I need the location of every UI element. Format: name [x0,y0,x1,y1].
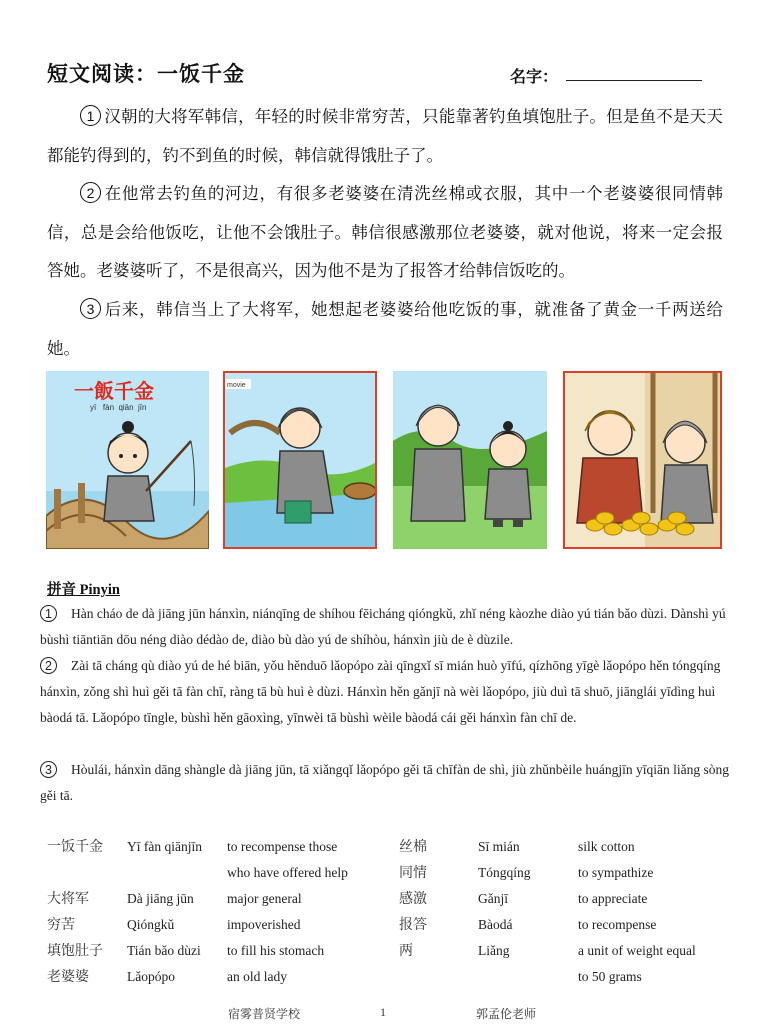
paragraph-number: 2 [40,657,57,674]
vocab-english: to fill his stomach [227,943,325,958]
vocab-pinyin: Dà jiāng jūn [127,891,194,906]
vocab-pinyin: Bàodá [478,917,513,932]
vocab-english: major general [227,891,302,906]
illustration-promise [393,371,547,549]
vocab-chinese: 同情 [399,865,427,881]
illustration-strip [46,371,722,549]
vocab-chinese: 一饭千金 [47,839,103,855]
pinyin-heading: 拼音 Pinyin [47,582,120,598]
vocab-english: to 50 grams [578,969,642,984]
vocab-pinyin: Lǎopópo [127,969,175,984]
vocab-english: who have offered help [227,865,348,880]
footer-school: 宿雾普贤学校 [228,1007,301,1021]
paragraph-text: 汉朝的大将军韩信，年轻的时候非常穷苦，只能靠著钓鱼填饱肚子。但是鱼不是天天都能钓得到的，钓不到鱼的时候，韩信就得饿肚子了。 [47,107,723,165]
vocab-chinese: 大将军 [47,891,89,907]
paragraph-number: 1 [40,605,57,622]
pinyin-text: Hòulái, hánxìn dāng shàngle dà jiāng jūn, tā xiǎngqǐ lǎopópo gěi tā chīfàn de shì, jiù zhǔnbèile huángjīn yīqiān liǎng sòng gěi tā. [40,762,729,803]
vocab-pinyin: Gǎnjī [478,891,508,906]
story-paragraph-3 [47,291,723,368]
vocab-pinyin: Yī fàn qiānjīn [127,839,202,854]
story-paragraph-1 [47,98,723,175]
pinyin-paragraph-3 [40,757,730,809]
vocab-english: to recompense those [227,839,338,854]
worksheet-title: 短文阅读：一饭千金 [47,62,245,86]
vocab-chinese: 填饱肚子 [47,943,103,959]
pinyin-text: Hàn cháo de dà jiāng jūn hánxìn, niánqīng de shíhou fēicháng qióngkǔ, zhǐ néng kàozhe diào yú tián bǎo dùzi. Dànshì yú bùshì tiāntiān dōu néng diào dédào de, diào bù dào yú de shíhòu, hánxìn jiù de è dùzile. [40,606,726,647]
vocab-english: impoverished [227,917,301,932]
illustration-washing [223,371,377,549]
footer-teacher: 郭孟伦老师 [476,1007,537,1021]
pinyin-paragraph-1 [40,601,730,653]
vocab-english: to appreciate [578,891,648,906]
vocab-english: silk cotton [578,839,635,854]
illustration-pinyin: yī fàn qiān jīn [90,403,147,412]
pinyin-text: Zài tā cháng qù diào yú de hé biān, yǒu hěnduō lǎopópo zài qīngxǐ sī mián huò yīfú, qízhōng yīgè lǎopópo hěn tóngqíng hánxìn, zǒng shì huì gěi tā fàn chī, ràng tā bù huì è dùzi. Hánxìn hěn gǎnjī nà wèi lǎopópo, jiù duì tā shuō, jiānglái yīdìng huì bàodá tā. Lǎopópo tīngle, bùshì hěn gāoxìng, yīnwèi tā bùshì wèile bàodá cái gěi hánxìn fàn chī de. [40,658,721,725]
paragraph-text: 在他常去钓鱼的河边，有很多老婆婆在清洗丝棉或衣服，其中一个老婆婆很同情韩信，总是会给他饭吃，让他不会饿肚子。韩信很感激那位老婆婆，就对他说，将来一定会报答她。老婆婆听了，不是很高兴，因为他不是为了报答才给韩信饭吃的。 [47,184,723,280]
vocab-chinese: 报答 [399,917,427,933]
vocab-pinyin: Qióngkǔ [127,917,175,932]
name-label: 名字： [510,67,559,86]
vocab-english: to sympathize [578,865,654,880]
paragraph-number: 2 [80,182,101,203]
story-paragraph-2 [47,175,723,291]
vocab-chinese: 丝棉 [399,839,427,855]
vocab-english: a unit of weight equal [578,943,696,958]
name-blank-line[interactable] [566,80,702,81]
vocab-english: to recompense [578,917,657,932]
illustration-title: 一飯千金 [74,379,154,403]
paragraph-number: 1 [80,105,101,126]
vocab-chinese: 老婆婆 [47,969,89,985]
illustration-gold [563,371,722,549]
vocab-pinyin: Liǎng [478,943,510,958]
pinyin-paragraph-2 [40,653,730,731]
vocab-chinese: 感激 [399,891,427,907]
vocab-english: an old lady [227,969,287,984]
vocab-chinese: 两 [399,943,413,959]
vocab-pinyin: Tián bǎo dùzi [127,943,201,958]
paragraph-text: 后来，韩信当上了大将军，她想起老婆婆给他吃饭的事，就准备了黄金一千两送给她。 [47,300,723,358]
movie-tag: movie [227,382,246,389]
vocab-pinyin: Sī mián [478,839,520,854]
paragraph-number: 3 [80,298,101,319]
paragraph-number: 3 [40,761,57,778]
vocab-pinyin: Tóngqíng [478,865,531,880]
vocab-chinese: 穷苦 [47,917,75,933]
footer-page-number: 1 [380,1005,386,1019]
